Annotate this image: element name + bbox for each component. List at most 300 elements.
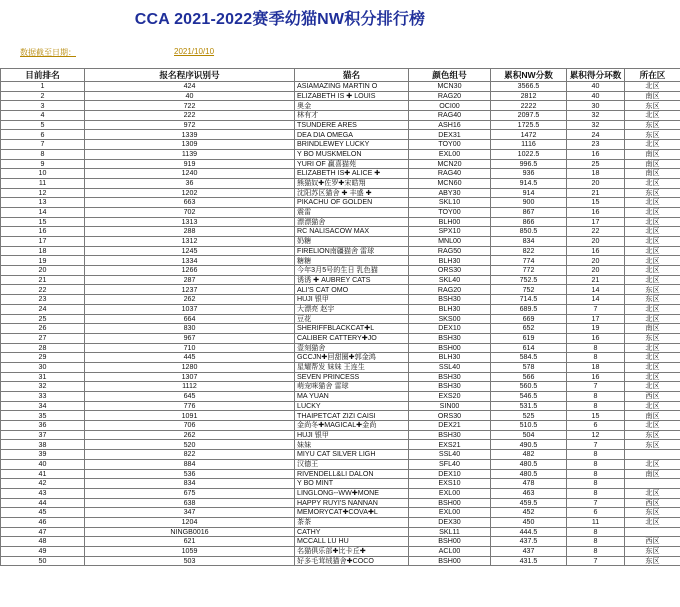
cell-nw-score: 822: [491, 246, 567, 256]
column-header-nw-score: 累积NW分数: [491, 69, 567, 82]
cell-cat-name: LUCKY: [295, 401, 409, 411]
cell-rank: 25: [1, 314, 85, 324]
cell-nw-score: 936: [491, 169, 567, 179]
cell-color-group: SSL40: [409, 450, 491, 460]
cell-registration-id: 503: [85, 556, 295, 566]
table-row: [1, 237, 680, 247]
table-row: [1, 508, 680, 518]
cell-color-group: EXL00: [409, 488, 491, 498]
cell-cat-name: CATHY: [295, 527, 409, 537]
cell-rings: 7: [567, 304, 625, 314]
cell-rank: 50: [1, 556, 85, 566]
cell-region: 东区: [625, 333, 680, 343]
cell-rank: 43: [1, 488, 85, 498]
table-row: [1, 392, 680, 402]
cell-registration-id: 1339: [85, 130, 295, 140]
column-header-region: 所在区: [625, 69, 680, 82]
column-header-registration-id: 报名程序识别号: [85, 69, 295, 82]
cell-rank: 16: [1, 227, 85, 237]
cell-cat-name: 茶茶: [295, 517, 409, 527]
date-label: 数据截至日期：: [20, 48, 76, 57]
cell-registration-id: 1334: [85, 256, 295, 266]
table-row: [1, 324, 680, 334]
cell-nw-score: 996.5: [491, 159, 567, 169]
cell-region: 南区: [625, 469, 680, 479]
cell-color-group: BSH30: [409, 333, 491, 343]
cell-cat-name: 金尚冬✚MAGICAL✚金尚: [295, 421, 409, 431]
cell-registration-id: 1139: [85, 149, 295, 159]
table-row: [1, 450, 680, 460]
cell-rank: 23: [1, 295, 85, 305]
table-row: [1, 353, 680, 363]
cell-nw-score: 772: [491, 266, 567, 276]
table-row: [1, 227, 680, 237]
cell-rank: 13: [1, 198, 85, 208]
cell-color-group: MCN20: [409, 159, 491, 169]
cell-cat-name: HUJI 银甲: [295, 295, 409, 305]
cell-region: 西区: [625, 392, 680, 402]
cell-cat-name: 糖糖: [295, 256, 409, 266]
cell-registration-id: 621: [85, 537, 295, 547]
cell-rings: 7: [567, 440, 625, 450]
cell-region: 东区: [625, 120, 680, 130]
cell-registration-id: 536: [85, 469, 295, 479]
cell-color-group: EXS20: [409, 392, 491, 402]
cell-rank: 11: [1, 178, 85, 188]
cell-registration-id: 1037: [85, 304, 295, 314]
cell-rank: 7: [1, 140, 85, 150]
cell-nw-score: 482: [491, 450, 567, 460]
cell-cat-name: 漂漂猫舍: [295, 217, 409, 227]
cell-rings: 20: [567, 266, 625, 276]
cell-rank: 34: [1, 401, 85, 411]
cell-cat-name: FIRELION南疆猫舍 雷球: [295, 246, 409, 256]
cell-color-group: BSH00: [409, 498, 491, 508]
cell-region: 东区: [625, 430, 680, 440]
table-row: [1, 169, 680, 179]
cell-rank: 6: [1, 130, 85, 140]
cell-cat-name: 壹刻猫舍: [295, 343, 409, 353]
cell-registration-id: 919: [85, 159, 295, 169]
cell-nw-score: 619: [491, 333, 567, 343]
table-row: [1, 188, 680, 198]
cell-cat-name: DEA DIA OMEGA: [295, 130, 409, 140]
cell-registration-id: 262: [85, 295, 295, 305]
cell-registration-id: 702: [85, 207, 295, 217]
cell-cat-name: 大漂亮 赵宇: [295, 304, 409, 314]
cell-cat-name: ELIZABETH IS ✚ LOUIS: [295, 91, 409, 101]
cell-region: 东区: [625, 440, 680, 450]
cell-color-group: EXL00: [409, 149, 491, 159]
table-row: [1, 120, 680, 130]
table-row: [1, 421, 680, 431]
cell-region: 北区: [625, 362, 680, 372]
cell-rings: 15: [567, 198, 625, 208]
cell-rank: 5: [1, 120, 85, 130]
date-value: 2021/10/10: [174, 47, 215, 56]
cell-rings: 16: [567, 333, 625, 343]
cell-color-group: BSH30: [409, 295, 491, 305]
cell-registration-id: 347: [85, 508, 295, 518]
cell-rings: 20: [567, 256, 625, 266]
cell-nw-score: 584.5: [491, 353, 567, 363]
cell-cat-name: 妹妹: [295, 440, 409, 450]
cell-rank: 31: [1, 372, 85, 382]
cell-rings: 40: [567, 91, 625, 101]
cell-rank: 15: [1, 217, 85, 227]
cell-nw-score: 669: [491, 314, 567, 324]
cell-rings: 16: [567, 207, 625, 217]
cell-region: [625, 527, 680, 537]
cell-nw-score: 1725.5: [491, 120, 567, 130]
cell-region: [625, 479, 680, 489]
cell-cat-name: MIYU CAT SILVER LIGH: [295, 450, 409, 460]
cell-rings: 8: [567, 459, 625, 469]
cell-rings: 14: [567, 285, 625, 295]
cell-region: 东区: [625, 285, 680, 295]
table-row: [1, 372, 680, 382]
cell-rings: 11: [567, 517, 625, 527]
table-row: [1, 101, 680, 111]
cell-region: 西区: [625, 537, 680, 547]
cell-nw-score: 480.5: [491, 459, 567, 469]
cell-nw-score: 444.5: [491, 527, 567, 537]
cell-region: 北区: [625, 304, 680, 314]
cell-rings: 15: [567, 411, 625, 421]
cell-registration-id: 834: [85, 479, 295, 489]
table-header-row: [1, 69, 680, 82]
cell-region: 北区: [625, 421, 680, 431]
cell-cat-name: ELIZABETH IS✚ ALICE ✚: [295, 169, 409, 179]
cell-region: 北区: [625, 459, 680, 469]
cell-nw-score: 1472: [491, 130, 567, 140]
cell-color-group: EXS21: [409, 440, 491, 450]
table-row: [1, 459, 680, 469]
cell-rings: 14: [567, 295, 625, 305]
cell-cat-name: TSUNDERE ARES: [295, 120, 409, 130]
cell-region: 北区: [625, 82, 680, 92]
cell-registration-id: 222: [85, 111, 295, 121]
cell-rings: 7: [567, 382, 625, 392]
cell-registration-id: 1280: [85, 362, 295, 372]
cell-cat-name: Y BO MINT: [295, 479, 409, 489]
cell-color-group: OCI00: [409, 101, 491, 111]
cell-registration-id: 675: [85, 488, 295, 498]
cell-color-group: TOY00: [409, 140, 491, 150]
cell-cat-name: 奥金: [295, 101, 409, 111]
cell-rings: 18: [567, 362, 625, 372]
cell-rank: 20: [1, 266, 85, 276]
cell-color-group: DEX10: [409, 469, 491, 479]
column-header-rings: 累积得分环数: [567, 69, 625, 82]
table-row: [1, 537, 680, 547]
table-row: [1, 314, 680, 324]
cell-cat-name: BRINDLEWEY LUCKY: [295, 140, 409, 150]
cell-rings: 17: [567, 314, 625, 324]
cell-cat-name: ASIAMAZING MARTIN O: [295, 82, 409, 92]
cell-nw-score: 2222: [491, 101, 567, 111]
cell-cat-name: Y BO MUSKMELON: [295, 149, 409, 159]
cell-registration-id: 1312: [85, 237, 295, 247]
cell-region: 北区: [625, 266, 680, 276]
cell-rank: 38: [1, 440, 85, 450]
cell-region: 东区: [625, 295, 680, 305]
cell-region: 南区: [625, 149, 680, 159]
cell-rings: 19: [567, 324, 625, 334]
cell-region: 北区: [625, 314, 680, 324]
cell-rank: 14: [1, 207, 85, 217]
cell-registration-id: 1059: [85, 547, 295, 557]
cell-nw-score: 652: [491, 324, 567, 334]
cell-region: 北区: [625, 275, 680, 285]
cell-region: 北区: [625, 111, 680, 121]
column-header-color-group: 颜色组号: [409, 69, 491, 82]
cell-rank: 18: [1, 246, 85, 256]
cell-nw-score: 914: [491, 188, 567, 198]
cell-cat-name: HAPPY RUYI'S NANNAN: [295, 498, 409, 508]
cell-color-group: SKS00: [409, 314, 491, 324]
cell-rank: 45: [1, 508, 85, 518]
cell-rings: 12: [567, 430, 625, 440]
cell-rings: 25: [567, 159, 625, 169]
cell-rings: 8: [567, 479, 625, 489]
table-row: [1, 401, 680, 411]
cell-rings: 16: [567, 246, 625, 256]
table-row: [1, 140, 680, 150]
cell-region: 南区: [625, 324, 680, 334]
cell-rings: 21: [567, 275, 625, 285]
cell-color-group: SKL40: [409, 275, 491, 285]
cell-region: 东区: [625, 101, 680, 111]
cell-nw-score: 463: [491, 488, 567, 498]
cell-nw-score: 866: [491, 217, 567, 227]
cell-rings: 16: [567, 372, 625, 382]
cell-rings: 23: [567, 140, 625, 150]
cell-rings: 6: [567, 421, 625, 431]
cell-cat-name: 萌宠咪猫舍 雷球: [295, 382, 409, 392]
cell-rank: 40: [1, 459, 85, 469]
cell-nw-score: 689.5: [491, 304, 567, 314]
cell-region: 北区: [625, 237, 680, 247]
cell-region: 东区: [625, 556, 680, 566]
cell-rank: 22: [1, 285, 85, 295]
cell-rank: 19: [1, 256, 85, 266]
cell-nw-score: 850.5: [491, 227, 567, 237]
cell-nw-score: 2812: [491, 91, 567, 101]
cell-color-group: BLH00: [409, 217, 491, 227]
cell-nw-score: 900: [491, 198, 567, 208]
cell-region: 南区: [625, 411, 680, 421]
cell-nw-score: 3566.5: [491, 82, 567, 92]
cell-nw-score: 478: [491, 479, 567, 489]
cell-color-group: SIN00: [409, 401, 491, 411]
table-row: [1, 498, 680, 508]
cell-cat-name: HUJI 银甲: [295, 430, 409, 440]
cell-registration-id: 710: [85, 343, 295, 353]
cell-registration-id: 663: [85, 198, 295, 208]
table-row: [1, 343, 680, 353]
cell-registration-id: 972: [85, 120, 295, 130]
cell-region: 北区: [625, 353, 680, 363]
cell-color-group: EXL00: [409, 508, 491, 518]
cell-rings: 32: [567, 120, 625, 130]
cell-cat-name: LINGLONG--WW✚MONE: [295, 488, 409, 498]
cell-color-group: BSH30: [409, 372, 491, 382]
cell-registration-id: 445: [85, 353, 295, 363]
cell-nw-score: 452: [491, 508, 567, 518]
table-row: [1, 333, 680, 343]
cell-cat-name: PIKACHU OF GOLDEN: [295, 198, 409, 208]
table-row: [1, 362, 680, 372]
cell-rings: 8: [567, 469, 625, 479]
cell-rank: 46: [1, 517, 85, 527]
cell-rank: 2: [1, 91, 85, 101]
cell-registration-id: 288: [85, 227, 295, 237]
cell-nw-score: 490.5: [491, 440, 567, 450]
cell-rings: 16: [567, 149, 625, 159]
cell-rings: 7: [567, 498, 625, 508]
table-row: [1, 256, 680, 266]
cell-region: 北区: [625, 217, 680, 227]
cell-registration-id: 638: [85, 498, 295, 508]
cell-registration-id: 706: [85, 421, 295, 431]
cell-rings: 8: [567, 547, 625, 557]
cell-registration-id: 884: [85, 459, 295, 469]
cell-rings: 30: [567, 101, 625, 111]
cell-rings: 18: [567, 169, 625, 179]
cell-cat-name: RC NALISACOW MAX: [295, 227, 409, 237]
cell-registration-id: 1307: [85, 372, 295, 382]
table-row: [1, 556, 680, 566]
cell-nw-score: 531.5: [491, 401, 567, 411]
cell-rank: 37: [1, 430, 85, 440]
cell-rank: 17: [1, 237, 85, 247]
cell-registration-id: 722: [85, 101, 295, 111]
cell-cat-name: 诱诱 ✚ AUBREY CATS: [295, 275, 409, 285]
cell-rank: 12: [1, 188, 85, 198]
cell-cat-name: CALIBER CATTERY✚JO: [295, 333, 409, 343]
cell-registration-id: 262: [85, 430, 295, 440]
cell-rank: 48: [1, 537, 85, 547]
cell-color-group: SFL40: [409, 459, 491, 469]
cell-registration-id: 967: [85, 333, 295, 343]
cell-color-group: ACL00: [409, 547, 491, 557]
cell-registration-id: 645: [85, 392, 295, 402]
cell-color-group: SKL10: [409, 198, 491, 208]
cell-rank: 36: [1, 421, 85, 431]
cell-rank: 26: [1, 324, 85, 334]
cell-cat-name: ALI'S CAT OMO: [295, 285, 409, 295]
cell-nw-score: 834: [491, 237, 567, 247]
cell-rank: 39: [1, 450, 85, 460]
cell-color-group: RAG20: [409, 285, 491, 295]
cell-cat-name: SEVEN PRINCESS: [295, 372, 409, 382]
cell-region: 东区: [625, 547, 680, 557]
cell-nw-score: 546.5: [491, 392, 567, 402]
cell-color-group: BSH00: [409, 537, 491, 547]
cell-registration-id: 1309: [85, 140, 295, 150]
table-row: [1, 411, 680, 421]
cell-rings: 20: [567, 237, 625, 247]
cell-region: 北区: [625, 372, 680, 382]
cell-rings: 8: [567, 343, 625, 353]
table-row: [1, 547, 680, 557]
cell-color-group: SPX10: [409, 227, 491, 237]
cell-cat-name: MEMORYCAT✚COVA✚L: [295, 508, 409, 518]
cell-cat-name: 震雷: [295, 207, 409, 217]
cell-rings: 17: [567, 217, 625, 227]
cell-nw-score: 914.5: [491, 178, 567, 188]
cell-region: 北区: [625, 246, 680, 256]
cell-region: [625, 450, 680, 460]
table-row: [1, 198, 680, 208]
cell-color-group: TOY00: [409, 207, 491, 217]
cell-rings: 8: [567, 353, 625, 363]
cell-rank: 30: [1, 362, 85, 372]
cell-nw-score: 614: [491, 343, 567, 353]
table-row: [1, 488, 680, 498]
cell-registration-id: 1245: [85, 246, 295, 256]
cell-region: 北区: [625, 256, 680, 266]
cell-nw-score: 774: [491, 256, 567, 266]
cell-rank: 24: [1, 304, 85, 314]
cell-color-group: BSH00: [409, 343, 491, 353]
cell-cat-name: 今年3月5号的生日 乳色猫: [295, 266, 409, 276]
table-row: [1, 130, 680, 140]
cell-registration-id: 424: [85, 82, 295, 92]
cell-color-group: DEX31: [409, 130, 491, 140]
cell-rank: 42: [1, 479, 85, 489]
table-row: [1, 111, 680, 121]
cell-rank: 1: [1, 82, 85, 92]
table-row: [1, 527, 680, 537]
cell-region: 北区: [625, 198, 680, 208]
cell-color-group: ORS30: [409, 411, 491, 421]
cell-rank: 10: [1, 169, 85, 179]
cell-region: 北区: [625, 343, 680, 353]
table-row: [1, 304, 680, 314]
cell-registration-id: 36: [85, 178, 295, 188]
cell-nw-score: 714.5: [491, 295, 567, 305]
column-header-rank: 目前排名: [1, 69, 85, 82]
table-row: [1, 430, 680, 440]
cell-rings: 8: [567, 488, 625, 498]
cell-region: 北区: [625, 488, 680, 498]
cell-rank: 3: [1, 101, 85, 111]
cell-registration-id: 830: [85, 324, 295, 334]
table-row: [1, 159, 680, 169]
cell-cat-name: 熊猫奴✚佐罗✚宋皓翔: [295, 178, 409, 188]
cell-region: 北区: [625, 382, 680, 392]
cell-color-group: BSH00: [409, 556, 491, 566]
cell-region: 东区: [625, 130, 680, 140]
cell-rings: 21: [567, 188, 625, 198]
cell-region: 南区: [625, 91, 680, 101]
cell-rings: 6: [567, 508, 625, 518]
cell-rings: 8: [567, 450, 625, 460]
cell-nw-score: 431.5: [491, 556, 567, 566]
cell-region: 南区: [625, 169, 680, 179]
cell-cat-name: 名猫俱乐部✚比卡丘✚: [295, 547, 409, 557]
column-header-cat-name: 猫名: [295, 69, 409, 82]
table-row: [1, 295, 680, 305]
table-row: [1, 246, 680, 256]
cell-color-group: ASH16: [409, 120, 491, 130]
cell-nw-score: 459.5: [491, 498, 567, 508]
table-row: [1, 82, 680, 92]
cell-region: 东区: [625, 508, 680, 518]
ranking-table-container: [0, 68, 680, 566]
